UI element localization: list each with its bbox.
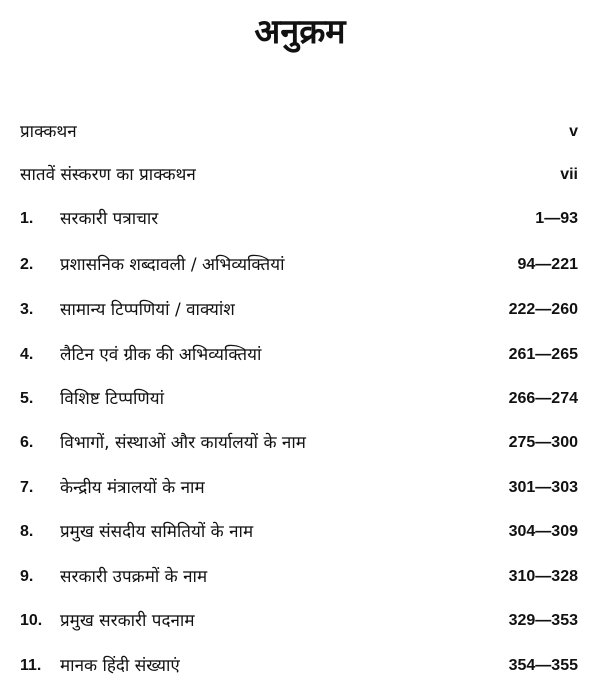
toc-entry-title: केन्द्रीय मंत्रालयों के नाम (60, 478, 205, 498)
page-title: अनुक्रम (254, 12, 346, 52)
toc-entry-title: सरकारी पत्राचार (60, 209, 159, 229)
toc-entry-page: 94—221 (517, 256, 578, 273)
toc-entry-page: 329—353 (508, 612, 578, 629)
toc-entry-title: विशिष्ट टिप्पणियां (60, 389, 164, 409)
toc-entry-number: 4. (20, 346, 34, 363)
toc-entry-number: 11. (20, 657, 42, 674)
toc-row (20, 118, 578, 146)
toc-entry-number: 7. (20, 479, 34, 496)
toc-row (20, 429, 578, 457)
toc-row (20, 518, 578, 546)
toc-entry-number: 6. (20, 434, 34, 451)
toc-row (20, 563, 578, 591)
toc-entry-title: लैटिन एवं ग्रीक की अभिव्यक्तियां (60, 345, 262, 365)
toc-row (20, 474, 578, 502)
toc-entry-number: 3. (20, 301, 34, 318)
toc-entry-page: 261—265 (508, 346, 578, 363)
toc-entry-page: 354—355 (508, 657, 578, 674)
toc-entry-number: 8. (20, 523, 34, 540)
toc-entry-title: सामान्य टिप्पणियां / वाक्यांश (60, 300, 235, 320)
toc-row (20, 251, 578, 279)
toc-entry-page: 275—300 (508, 434, 578, 451)
toc-entry-title: विभागों, संस्थाओं और कार्यालयों के नाम (60, 433, 306, 453)
toc-row (20, 296, 578, 324)
toc-entry-page: 266—274 (508, 390, 578, 407)
toc-entry-title: प्रमुख संसदीय समितियों के नाम (60, 522, 254, 542)
toc-row (20, 205, 578, 233)
toc-entry-title: सरकारी उपक्रमों के नाम (60, 567, 208, 587)
toc-entry-title: सातवें संस्करण का प्राक्कथन (20, 165, 196, 185)
toc-entry-title: मानक हिंदी संख्याएं (60, 656, 180, 676)
toc-entry-page: vii (560, 166, 578, 183)
toc-entry-title: प्रमुख सरकारी पदनाम (60, 611, 195, 631)
toc-entry-page: 310—328 (508, 568, 578, 585)
toc-entry-number: 1. (20, 210, 34, 227)
toc-row (20, 607, 578, 635)
toc-entry-page: v (569, 123, 578, 140)
toc-row (20, 652, 578, 680)
toc-entry-number: 9. (20, 568, 34, 585)
toc-entry-title: प्राक्कथन (20, 122, 77, 142)
toc-entry-page: 1—93 (535, 210, 578, 227)
toc-entry-page: 222—260 (508, 301, 578, 318)
toc-entry-number: 10. (20, 612, 43, 629)
toc-entry-title: प्रशासनिक शब्दावली / अभिव्यक्तियां (60, 255, 285, 275)
toc-row (20, 161, 578, 189)
toc-row (20, 341, 578, 369)
toc-entry-page: 301—303 (508, 479, 578, 496)
toc-entry-number: 5. (20, 390, 34, 407)
toc-row (20, 385, 578, 413)
toc-entry-page: 304—309 (508, 523, 578, 540)
toc-entry-number: 2. (20, 256, 34, 273)
